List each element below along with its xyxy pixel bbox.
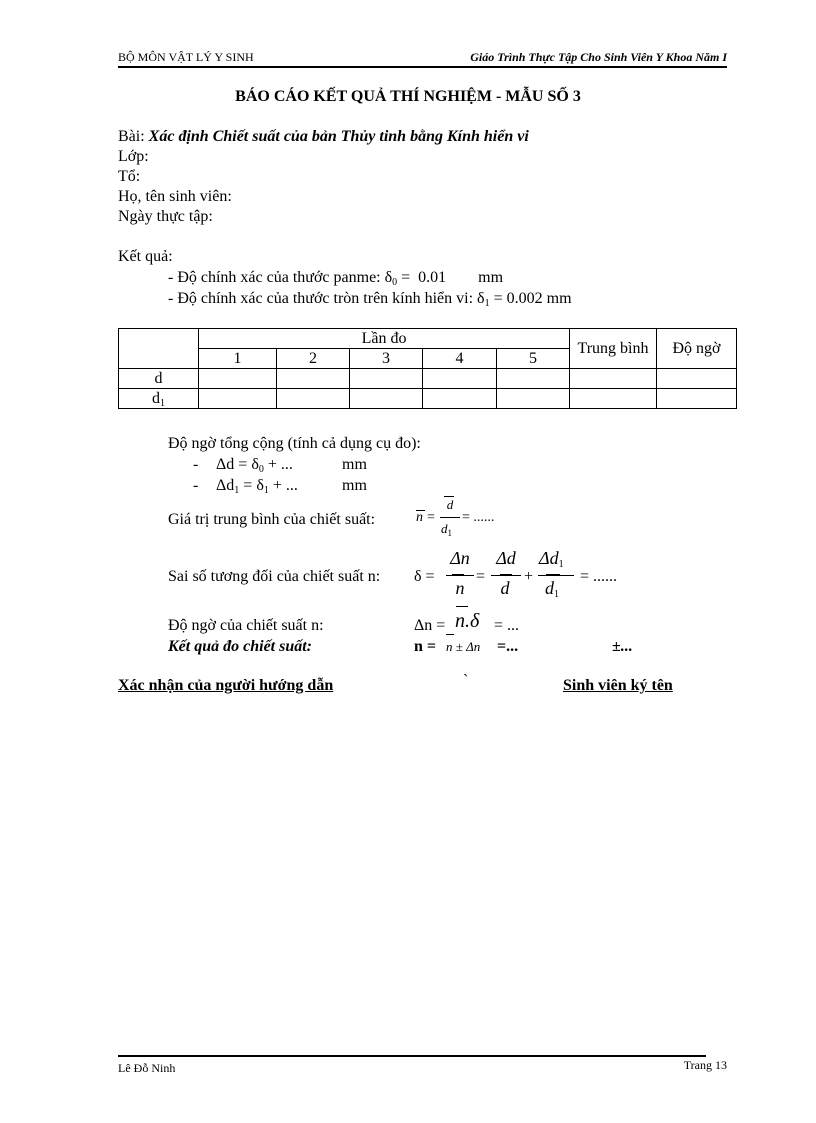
ngay-label: Ngày thực tập: [118,208,213,225]
precision-panme-sub: 0 [392,277,398,288]
mean-result-eq: = [462,510,470,525]
table-cell [570,369,657,389]
uncertainty-d-a: Δd = δ [216,456,259,473]
rel-result-dots: ...... [593,568,618,585]
rel-dd1-main: Δd [539,548,559,568]
unit-2: mm [342,477,367,494]
rel-d1-main: d [545,578,554,598]
row-label-d1 [119,389,199,409]
uncertainty-d1-c: + ... [268,477,298,494]
rel-dd1-sub: 1 [558,559,564,570]
mean-eq: = [427,510,435,525]
rel-eq: = [476,568,486,585]
supervisor-signature-label: Xác nhận của người hướng dẫn [118,677,334,694]
header-left: BỘ MÔN VẬT LÝ Y SINH [118,50,254,64]
rel-result [580,567,617,587]
rel-result-eq: = [580,568,590,585]
precision-panme-text: - Độ chính xác của thước panme: δ [168,269,393,286]
footer-page: Trang 13 [683,1058,727,1072]
rel-d: d [500,578,510,598]
result-n-bar [446,634,454,635]
uncertainty-heading: Độ ngờ tổng cộng (tính cả dụng cụ đo): [168,435,421,452]
result-label: Kết quả đo chiết suất: [168,638,313,655]
results-label: Kết quả: [118,248,173,265]
mean-d1-sub: 1 [447,528,452,538]
table-avg-header: Trung bình [570,329,657,369]
precision-microscope [168,289,572,309]
header-rule [118,66,727,68]
mean-result-dots: ...... [473,510,495,525]
uncertainty-d1-sub1: 1 [234,485,240,496]
table-cell [199,389,277,409]
stray-backtick: ` [463,672,469,689]
rel-frac2-bar [491,575,521,576]
err-ndelta: n.δ [455,610,480,632]
dash-1: - [193,456,199,473]
dash-2: - [193,477,199,494]
table-cell [423,389,497,409]
mean-label: Giá trị trung bình của chiết suất: [168,511,376,528]
mean-d1-main: d [441,521,448,536]
uncertainty-d1 [216,476,298,496]
table-cell [277,389,350,409]
rel-delta-eq: δ = [414,568,435,585]
precision-microscope-text: - Độ chính xác của thước tròn trên kính hiển vi: δ [168,290,485,307]
rel-d1-sub: 1 [554,589,559,600]
uncertainty-d1-b: = δ [239,477,264,494]
page-title: BÁO CÁO KẾT QUẢ THÍ NGHIỆM - MẪU SỐ 3 [235,88,581,105]
mean-d: d [446,497,454,512]
lop-label: Lớp: [118,148,149,165]
table-group-header: Lần đo [199,329,570,349]
rel-frac3-bar [538,575,574,576]
table-row [119,389,737,409]
table-col-header: 1 [199,349,277,369]
precision-microscope-value: = 0.002 mm [489,290,572,307]
table-cell [350,389,423,409]
rel-n: n [455,578,465,598]
uncertainty-d-sub: 0 [258,464,264,475]
table-corner-cell [119,329,199,369]
rel-d1 [545,578,559,599]
result-n: n = [414,638,437,655]
precision-panme [168,268,503,288]
rel-label: Sai số tương đối của chiết suất n: [168,568,381,585]
table-cell [350,369,423,389]
bai-line [118,127,529,147]
table-cell [199,369,277,389]
table-col-header: 4 [423,349,497,369]
err-dots: = ... [494,617,520,634]
err-n-bar [456,606,468,607]
row-label-d1-sub: 1 [160,398,165,409]
uncertainty-d1-a: Δd [216,477,235,494]
precision-panme-value: = 0.01 mm [397,269,504,286]
rel-plus: + [524,568,534,585]
header-right: Giáo Trình Thực Tập Cho Sinh Viên Y Khoa Năm I [470,50,727,64]
rel-n-bar [452,574,464,575]
table-col-header: 5 [497,349,570,369]
row-label-d: d [119,369,199,389]
unit-1: mm [342,456,367,473]
student-signature-label: Sinh viên ký tên [563,677,673,694]
table-cell [657,389,737,409]
precision-microscope-sub: 1 [484,298,490,309]
footer-author: Lê Đỗ Ninh [118,1061,176,1075]
rel-dd1 [539,548,564,569]
table-cell [570,389,657,409]
row-label-d1-main: d [152,390,160,407]
mean-n: n [416,510,423,525]
table-cell [657,369,737,389]
table-cell [277,369,350,389]
err-label: Độ ngờ của chiết suất n: [168,617,324,634]
rel-d-bar [500,574,512,575]
rel-dd: Δd [496,548,516,568]
bai-value: Xác định Chiết suất của bản Thủy tinh bằng Kính hiển vi [148,128,529,145]
mean-frac-bar [440,517,460,518]
table-col-header: 2 [277,349,350,369]
table-cell [423,369,497,389]
result-tail: =... [497,638,519,655]
measurement-table [118,328,737,409]
rel-frac1-bar [446,575,474,576]
err-dn-eq: Δn = [414,617,446,634]
result-expr: n ± Δn [446,639,481,654]
table-row [119,369,737,389]
table-cell [497,369,570,389]
uncertainty-d-b: + ... [263,456,293,473]
ho-ten-label: Họ, tên sinh viên: [118,188,232,205]
table-err-header: Độ ngờ [657,329,737,369]
to-label: Tổ: [118,168,141,185]
mean-d1 [441,521,452,537]
table-cell [497,389,570,409]
mean-result [462,510,494,526]
bai-label: Bài: [118,128,145,145]
uncertainty-d1-sub2: 1 [263,485,269,496]
uncertainty-d [216,455,293,475]
rel-d1-bar [546,574,560,575]
footer-rule [118,1055,706,1057]
table-col-header: 3 [350,349,423,369]
rel-dn: Δn [450,548,470,568]
result-pm: ±... [612,638,633,655]
